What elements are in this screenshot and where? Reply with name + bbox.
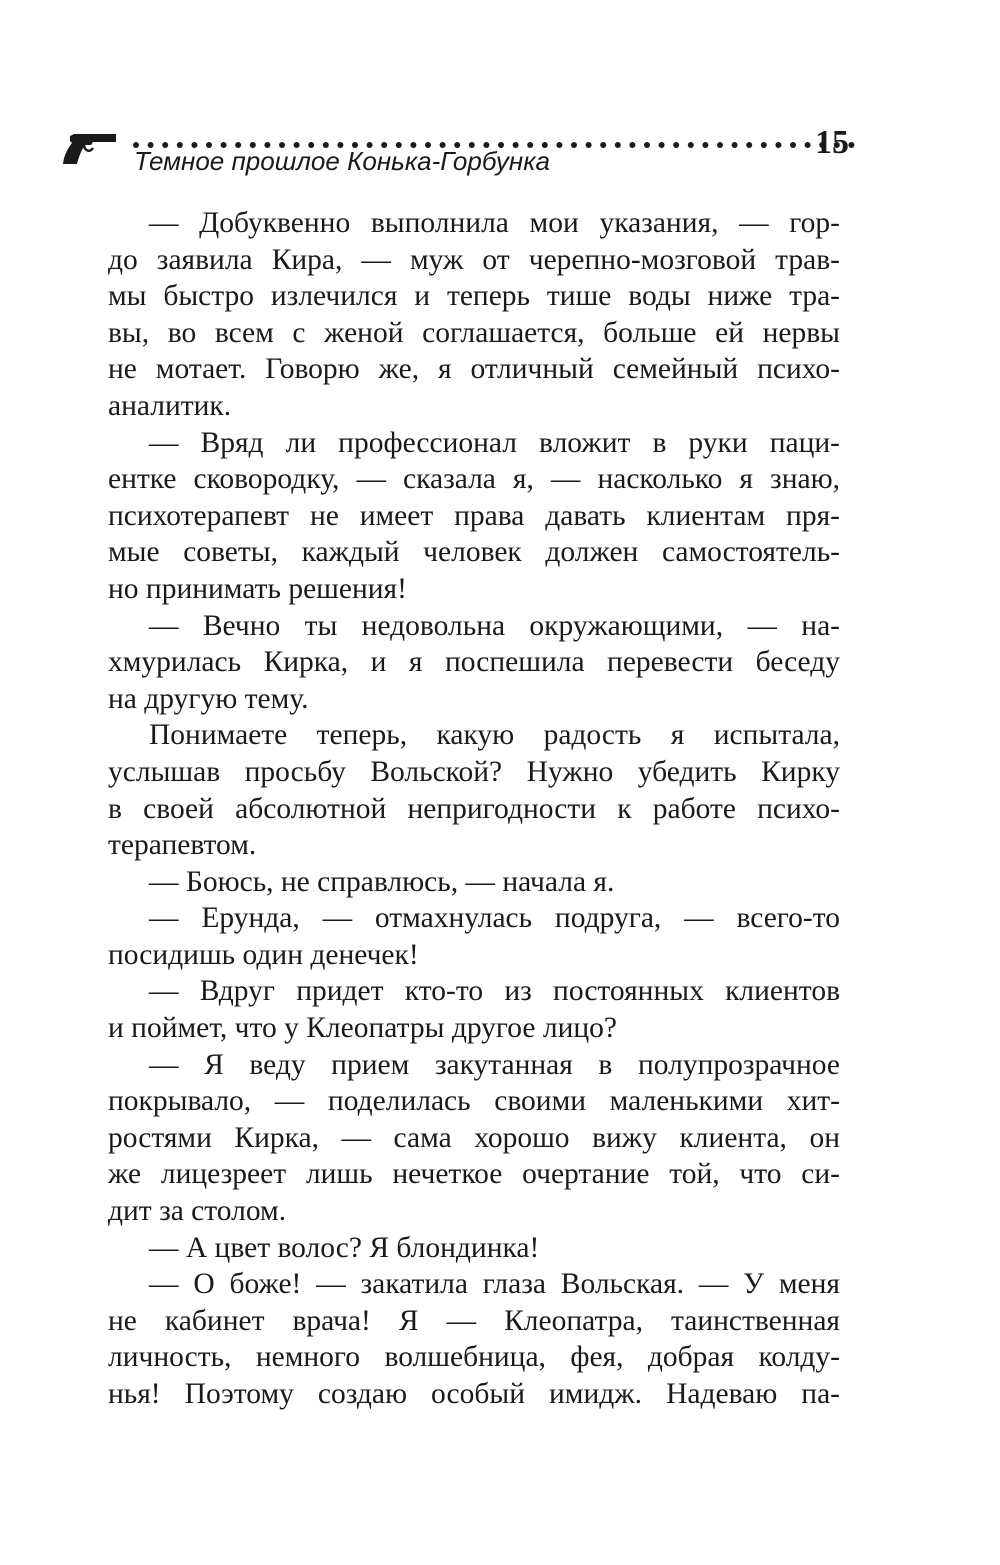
text-line: не мотает. Говорю же, я отличный семейный психо- bbox=[108, 353, 840, 386]
rule-dot bbox=[717, 142, 723, 148]
text-line: Понимаете теперь, какую радость я испытала, bbox=[149, 719, 840, 752]
text-line: дит за столом. bbox=[108, 1195, 287, 1228]
text-line: — Я веду прием закутанная в полупрозрачное bbox=[149, 1048, 840, 1081]
header-dotted-rule bbox=[132, 136, 862, 144]
page-number: 15 bbox=[815, 124, 849, 161]
rule-dot bbox=[629, 142, 635, 148]
text-line: же лицезреет лишь нечеткое очертание той, что си- bbox=[108, 1158, 840, 1191]
body-text bbox=[108, 205, 840, 1413]
rule-dot bbox=[571, 142, 577, 148]
text-line: мые советы, каждый человек должен самостоятель- bbox=[108, 536, 840, 569]
text-line: вы, во всем с женой соглашается, больше ей нервы bbox=[108, 316, 840, 349]
book-title: Темное прошлое Конька-Горбунка bbox=[134, 146, 550, 176]
text-line: в своей абсолютной непригодности к работе психо- bbox=[108, 792, 840, 825]
text-line: покрывало, — поделилась своими маленькими хит- bbox=[108, 1085, 840, 1118]
text-line: но принимать решения! bbox=[108, 572, 407, 605]
text-line: аналитик. bbox=[108, 389, 232, 422]
text-line: — О боже! — закатила глаза Вольская. — У меня bbox=[149, 1268, 840, 1301]
text-line: — Добуквенно выполнила мои указания, — гор- bbox=[149, 207, 840, 239]
rule-dot bbox=[644, 142, 650, 148]
text-line: — Вдруг придет кто-то из постоянных клиентов bbox=[149, 975, 840, 1008]
text-line: и поймет, что у Клеопатры другое лицо? bbox=[108, 1012, 618, 1045]
rule-dot bbox=[761, 142, 767, 148]
text-line: не кабинет врача! Я — Клеопатра, таинственная bbox=[108, 1304, 840, 1337]
rule-dot bbox=[805, 142, 811, 148]
text-line: нья! Поэтому создаю особый имидж. Надеваю па- bbox=[108, 1378, 840, 1410]
text-line: — Вечно ты недовольна окружающими, — на- bbox=[149, 609, 840, 642]
text-line: до заявила Кира, — муж от черепно-мозговой трав- bbox=[108, 243, 840, 276]
rule-dot bbox=[746, 142, 752, 148]
rule-dot bbox=[586, 142, 592, 148]
text-line: ростями Кирка, — сама хорошо вижу клиента, он bbox=[108, 1121, 840, 1154]
rule-dot bbox=[790, 142, 796, 148]
rule-dot bbox=[688, 142, 694, 148]
revolver-icon bbox=[60, 130, 118, 168]
text-line: — А цвет волос? Я блондинка! bbox=[149, 1231, 540, 1264]
text-line: психотерапевт не имеет права давать клиентам пря- bbox=[108, 499, 840, 532]
rule-dot bbox=[673, 142, 679, 148]
rule-dot bbox=[556, 142, 562, 148]
rule-dot bbox=[775, 142, 781, 148]
text-line: личность, немного волшебница, фея, добрая колду- bbox=[108, 1341, 840, 1374]
rule-dot bbox=[702, 142, 708, 148]
text-line: посидишь один денечек! bbox=[108, 938, 419, 971]
rule-dot bbox=[659, 142, 665, 148]
text-line: ентке сковородку, — сказала я, — насколько я знаю, bbox=[108, 463, 840, 496]
rule-dot bbox=[732, 142, 738, 148]
text-line: мы быстро излечился и теперь тише воды ниже тра- bbox=[108, 280, 840, 313]
text-line: — Боюсь, не справлюсь, — начала я. bbox=[149, 865, 615, 898]
text-line: терапевтом. bbox=[108, 829, 257, 862]
text-line: — Вряд ли профессионал вложит в руки паци- bbox=[149, 426, 840, 459]
rule-dot bbox=[600, 142, 606, 148]
rule-dot bbox=[615, 142, 621, 148]
rule-dot bbox=[848, 142, 854, 148]
text-line: на другую тему. bbox=[108, 682, 309, 715]
text-line: хмурилась Кирка, и я поспешила перевести беседу bbox=[108, 646, 840, 679]
text-line: — Ерунда, — отмахнулась подруга, — всего-то bbox=[149, 902, 840, 935]
text-line: услышав просьбу Вольской? Нужно убедить Кирку bbox=[108, 755, 840, 788]
running-head bbox=[60, 122, 860, 192]
